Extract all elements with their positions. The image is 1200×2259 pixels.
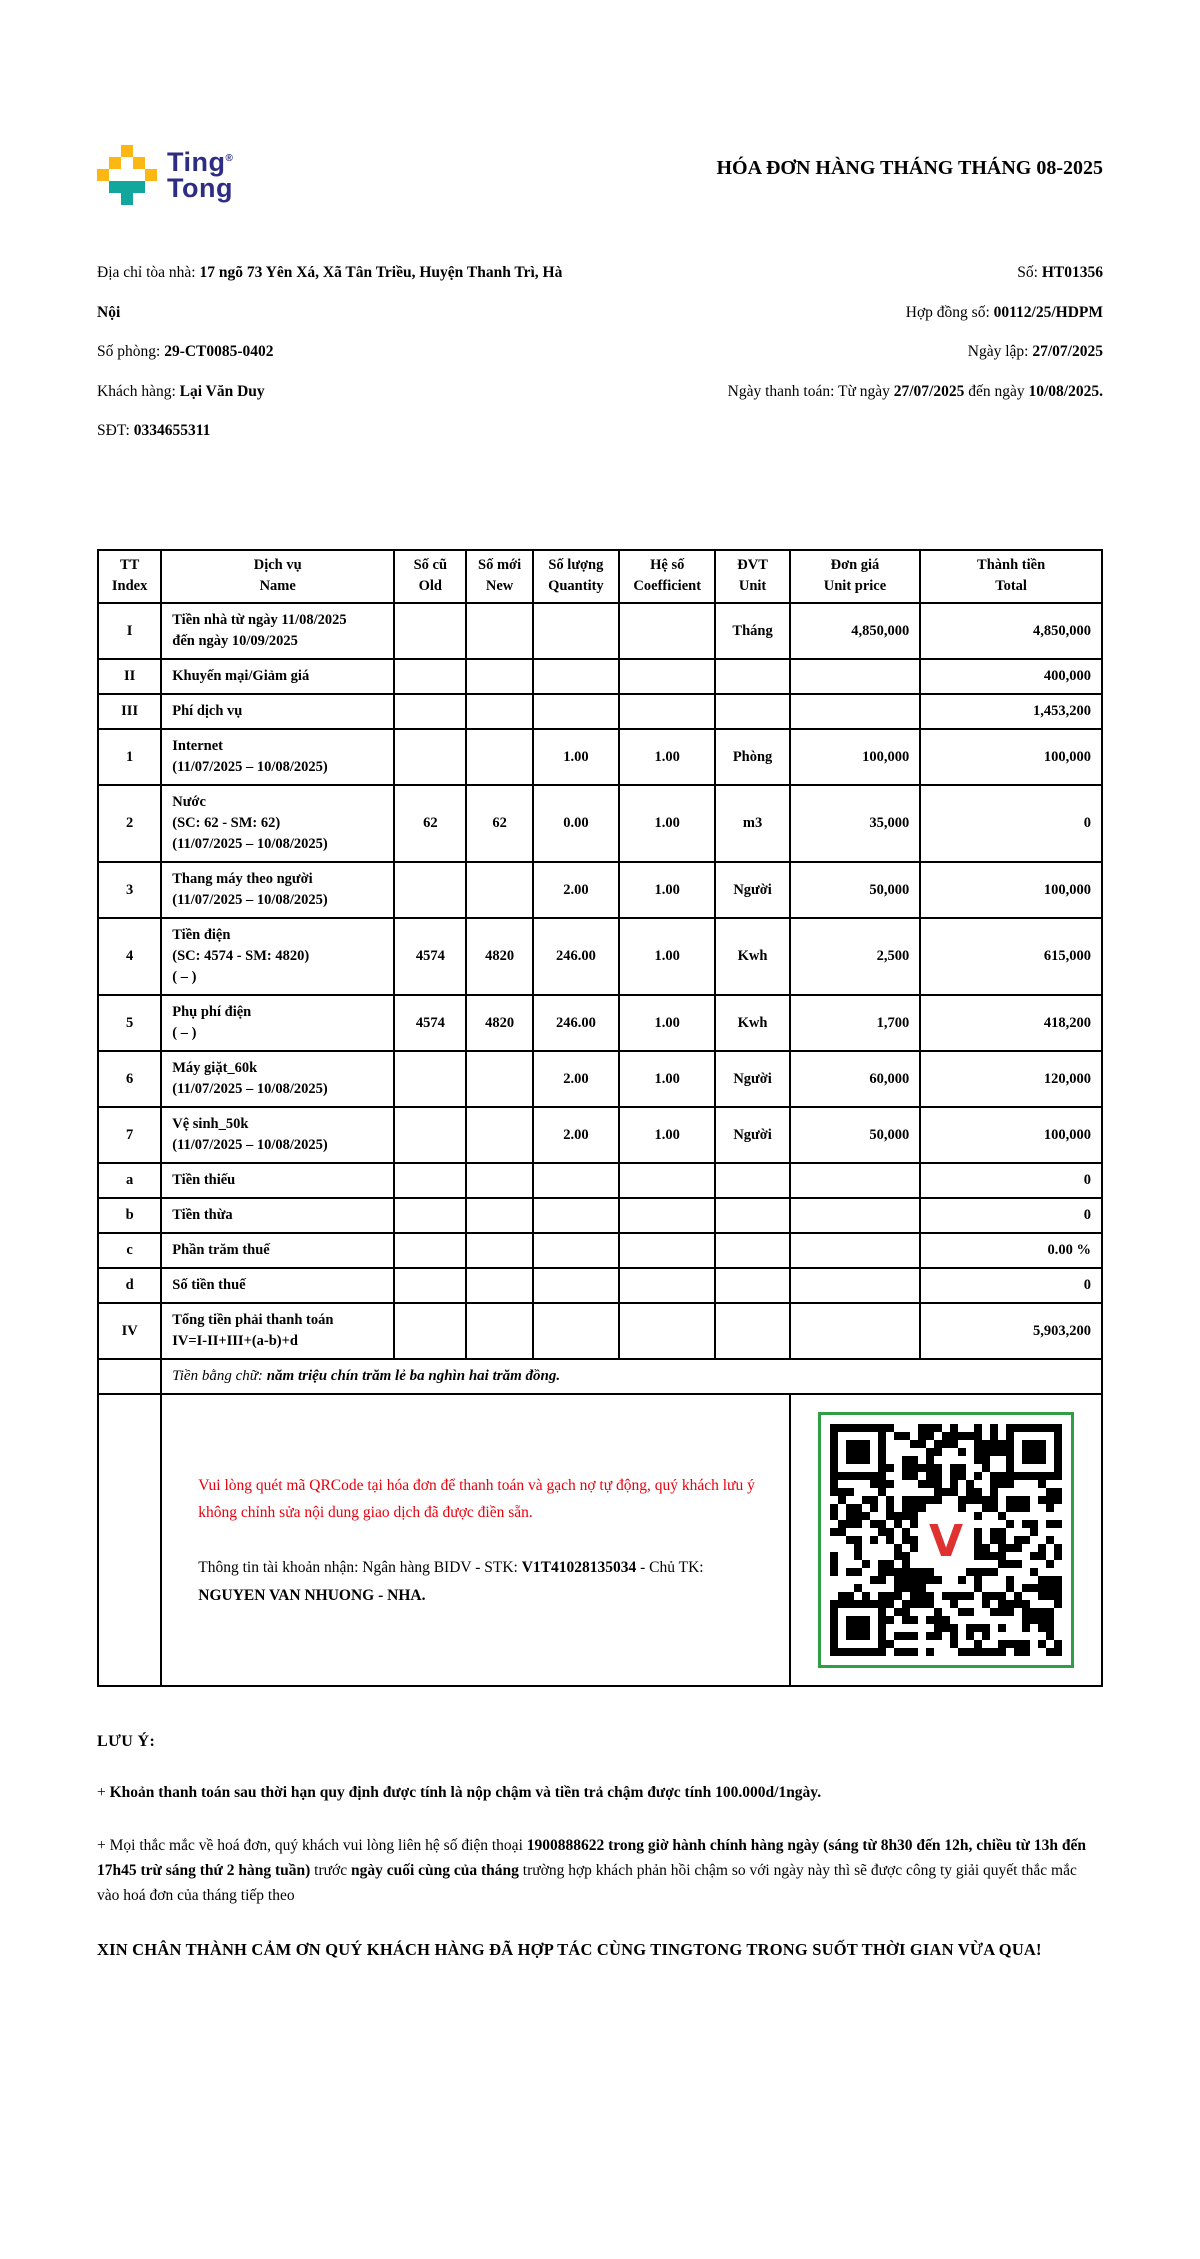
cell-unit-price <box>790 1268 921 1303</box>
cell-unit-price: 100,000 <box>790 729 921 785</box>
table-row-I <box>98 603 1102 659</box>
cell-new: 4820 <box>466 995 532 1051</box>
logo-pixel <box>121 181 133 193</box>
cell-service-name: Số tiền thuế <box>161 1268 394 1303</box>
cell-service-name: Thang máy theo người (11/07/2025 – 10/08/2025) <box>161 862 394 918</box>
cell-new <box>466 1303 532 1359</box>
logo-pixel <box>133 157 145 169</box>
cell-unit-price <box>790 1303 921 1359</box>
cell-unit <box>715 1163 789 1198</box>
cell-coefficient: 1.00 <box>619 785 715 862</box>
cell-quantity: 246.00 <box>533 995 619 1051</box>
info-section <box>97 253 1103 451</box>
cell-unit: Kwh <box>715 995 789 1051</box>
cell-new <box>466 603 532 659</box>
cell-old <box>394 1303 466 1359</box>
cell-unit-price: 1,700 <box>790 995 921 1051</box>
invoice-meta-line-4: Ngày thanh toán: Từ ngày 27/07/2025 đến ngày 10/08/2025. <box>727 382 1103 400</box>
cell-index: a <box>98 1163 161 1198</box>
cell-index: II <box>98 659 161 694</box>
cell-old <box>394 1107 466 1163</box>
cell-quantity: 1.00 <box>533 729 619 785</box>
cell-new <box>466 1107 532 1163</box>
cell-quantity <box>533 1233 619 1268</box>
cell-coefficient <box>619 1198 715 1233</box>
table-row-4 <box>98 918 1102 995</box>
cell-service-name: Phụ phí điện ( – ) <box>161 995 394 1051</box>
cell-unit <box>715 1198 789 1233</box>
column-header-quantity: Số lượng Quantity <box>533 550 619 604</box>
cell-coefficient: 1.00 <box>619 1051 715 1107</box>
cell-coefficient <box>619 1303 715 1359</box>
cell-unit <box>715 1233 789 1268</box>
logo-pixel <box>121 145 133 157</box>
cell-quantity: 2.00 <box>533 862 619 918</box>
header <box>97 145 1103 205</box>
cell-coefficient <box>619 603 715 659</box>
cell-index: 5 <box>98 995 161 1051</box>
registered-mark: ® <box>225 152 234 164</box>
customer-info-line-2: Số phòng: 29-CT0085-0402 <box>97 343 274 361</box>
table-row-c <box>98 1233 1102 1268</box>
cell-new <box>466 1268 532 1303</box>
cell-service-name: Vệ sinh_50k (11/07/2025 – 10/08/2025) <box>161 1107 394 1163</box>
cell-index: d <box>98 1268 161 1303</box>
cell-quantity: 2.00 <box>533 1051 619 1107</box>
table-row-6 <box>98 1051 1102 1107</box>
table-row-IV <box>98 1303 1102 1359</box>
table-header-row <box>98 550 1102 604</box>
logo-pixel <box>133 181 145 193</box>
cell-index: c <box>98 1233 161 1268</box>
cell-unit <box>715 694 789 729</box>
cell-service-name: Nước (SC: 62 - SM: 62) (11/07/2025 – 10/08/2025) <box>161 785 394 862</box>
tingtong-logo <box>97 145 233 205</box>
cell-coefficient: 1.00 <box>619 729 715 785</box>
cell-index: 1 <box>98 729 161 785</box>
cell-unit: Phòng <box>715 729 789 785</box>
cell-index: 2 <box>98 785 161 862</box>
cell-unit-price <box>790 659 921 694</box>
cell-total: 0 <box>920 1163 1102 1198</box>
customer-info <box>97 253 570 451</box>
amount-in-words: Tiền bằng chữ: năm triệu chín trăm lẻ ba nghìn hai trăm đồng. <box>161 1359 1102 1394</box>
cell-service-name: Phần trăm thuế <box>161 1233 394 1268</box>
table-row-5 <box>98 995 1102 1051</box>
cell-unit <box>715 1303 789 1359</box>
cell-quantity: 0.00 <box>533 785 619 862</box>
cell-old <box>394 1268 466 1303</box>
cell-quantity <box>533 1303 619 1359</box>
cell-unit: Người <box>715 1051 789 1107</box>
cell-total: 100,000 <box>920 862 1102 918</box>
qr-code-cell <box>790 1394 1102 1686</box>
qr-code <box>830 1424 1062 1656</box>
brand-line2: Tong <box>167 173 233 203</box>
cell-new <box>466 659 532 694</box>
cell-quantity <box>533 1198 619 1233</box>
cell-total: 5,903,200 <box>920 1303 1102 1359</box>
column-header-unit-price: Đơn giá Unit price <box>790 550 921 604</box>
cell-unit-price: 4,850,000 <box>790 603 921 659</box>
customer-info-line-3: Khách hàng: Lại Văn Duy <box>97 382 265 400</box>
cell-coefficient <box>619 1233 715 1268</box>
cell-new <box>466 1233 532 1268</box>
column-header-total: Thành tiền Total <box>920 550 1102 604</box>
table-row-III <box>98 694 1102 729</box>
cell-unit: Người <box>715 1107 789 1163</box>
cell-total: 615,000 <box>920 918 1102 995</box>
cell-old <box>394 603 466 659</box>
cell-unit-price <box>790 1163 921 1198</box>
table-row-1 <box>98 729 1102 785</box>
cell-total: 400,000 <box>920 659 1102 694</box>
cell-old <box>394 729 466 785</box>
invoice-meta-line-3: Ngày lập: 27/07/2025 <box>967 343 1103 361</box>
cell-new: 62 <box>466 785 532 862</box>
customer-info-line-4: SĐT: 0334655311 <box>97 422 211 440</box>
svg-text:V: V <box>928 1516 963 1568</box>
cell-index: 3 <box>98 862 161 918</box>
table-row-3 <box>98 862 1102 918</box>
cell-old: 62 <box>394 785 466 862</box>
cell-service-name: Tiền thừa <box>161 1198 394 1233</box>
notes-section <box>97 1733 1103 1962</box>
logo-pixel <box>97 169 109 181</box>
cell-service-name: Internet (11/07/2025 – 10/08/2025) <box>161 729 394 785</box>
column-header-coefficient: Hệ số Coefficient <box>619 550 715 604</box>
cell-quantity <box>533 694 619 729</box>
logo-pixel <box>109 181 121 193</box>
table-row-b <box>98 1198 1102 1233</box>
cell-total: 100,000 <box>920 729 1102 785</box>
cell-index: III <box>98 694 161 729</box>
table-row-II <box>98 659 1102 694</box>
cell-index: b <box>98 1198 161 1233</box>
amount-in-words-row <box>98 1359 1102 1394</box>
cell-unit-price: 50,000 <box>790 862 921 918</box>
cell-old <box>394 862 466 918</box>
column-header-new: Số mới New <box>466 550 532 604</box>
cell-service-name: Phí dịch vụ <box>161 694 394 729</box>
cell-coefficient <box>619 1268 715 1303</box>
cell-new <box>466 1163 532 1198</box>
table-row-d <box>98 1268 1102 1303</box>
cell-unit-price: 2,500 <box>790 918 921 995</box>
qr-code-box <box>818 1412 1074 1668</box>
cell-old: 4574 <box>394 995 466 1051</box>
logo-pixel <box>145 169 157 181</box>
cell-service-name: Khuyến mại/Giảm giá <box>161 659 394 694</box>
cell-total: 0 <box>920 1198 1102 1233</box>
column-header-name: Dịch vụ Name <box>161 550 394 604</box>
cell-old <box>394 1233 466 1268</box>
customer-info-line-1: Địa chỉ tòa nhà: 17 ngõ 73 Yên Xá, Xã Tân Triều, Huyện Thanh Trì, Hà Nội <box>97 264 563 321</box>
cell-unit-price: 35,000 <box>790 785 921 862</box>
cell-index: IV <box>98 1303 161 1359</box>
column-header-index: TT Index <box>98 550 161 604</box>
cell-old <box>394 659 466 694</box>
cell-old: 4574 <box>394 918 466 995</box>
notes-heading: LƯU Ý: <box>97 1733 156 1751</box>
cell-total: 0.00 % <box>920 1233 1102 1268</box>
bank-account-text: Thông tin tài khoản nhận: Ngân hàng BIDV - STK: V1T41028135034 - Chủ TK: NGUYEN VAN NHUONG - NHA. <box>198 1559 704 1604</box>
cell-unit: Kwh <box>715 918 789 995</box>
cell-coefficient: 1.00 <box>619 1107 715 1163</box>
cell-quantity: 2.00 <box>533 1107 619 1163</box>
cell-unit-price <box>790 694 921 729</box>
payment-instructions <box>161 1394 789 1686</box>
cell-unit-price: 60,000 <box>790 1051 921 1107</box>
cell-coefficient <box>619 694 715 729</box>
logo-pixel <box>121 193 133 205</box>
cell-unit: m3 <box>715 785 789 862</box>
brand-line1: Ting <box>167 146 226 177</box>
cell-quantity <box>533 1268 619 1303</box>
cell-service-name: Tiền điện (SC: 4574 - SM: 4820) ( – ) <box>161 918 394 995</box>
cell-quantity <box>533 603 619 659</box>
cell-quantity: 246.00 <box>533 918 619 995</box>
tingtong-logo-text <box>167 146 234 203</box>
invoice-table <box>97 549 1103 1688</box>
cell-service-name: Tổng tiền phải thanh toán IV=I-II+III+(a-b)+d <box>161 1303 394 1359</box>
cell-total: 418,200 <box>920 995 1102 1051</box>
cell-coefficient <box>619 1163 715 1198</box>
column-header-unit: ĐVT Unit <box>715 550 789 604</box>
note-hotline: + Mọi thắc mắc về hoá đơn, quý khách vui lòng liên hệ số điện thoại 1900888622 trong giờ hành chính hàng ngày (sáng từ 8h30 đến 12h, chiều từ 13h đến 17h45 trừ sáng thứ 2 hàng tuần) trước ngày cuối cùng của tháng trường hợp khách phản hồi chậm so với ngày này thì sẽ được công ty giải quyết thắc mắc vào hoá đơn của tháng tiếp theo <box>97 1837 1086 1904</box>
cell-service-name: Tiền thiếu <box>161 1163 394 1198</box>
cell-service-name: Tiền nhà từ ngày 11/08/2025 đến ngày 10/09/2025 <box>161 603 394 659</box>
cell-total: 0 <box>920 785 1102 862</box>
cell-new <box>466 1198 532 1233</box>
qr-row <box>98 1394 1102 1686</box>
cell-unit <box>715 1268 789 1303</box>
cell-index: 6 <box>98 1051 161 1107</box>
table-row-7 <box>98 1107 1102 1163</box>
invoice-meta-line-1: Số: HT01356 <box>1017 264 1103 281</box>
cell-total: 1,453,200 <box>920 694 1102 729</box>
cell-unit: Tháng <box>715 603 789 659</box>
cell-old <box>394 694 466 729</box>
cell-unit-price <box>790 1198 921 1233</box>
cell-old <box>394 1163 466 1198</box>
invoice-meta-line-2: Hợp đồng số: 00112/25/HDPM <box>905 303 1103 321</box>
cell-new <box>466 862 532 918</box>
column-header-old: Số cũ Old <box>394 550 466 604</box>
cell-unit-price <box>790 1233 921 1268</box>
cell-total: 100,000 <box>920 1107 1102 1163</box>
cell-quantity <box>533 659 619 694</box>
empty-index-cell <box>98 1359 161 1394</box>
cell-index: 4 <box>98 918 161 995</box>
cell-unit: Người <box>715 862 789 918</box>
invoice-meta <box>650 253 1103 451</box>
cell-new: 4820 <box>466 918 532 995</box>
cell-total: 0 <box>920 1268 1102 1303</box>
cell-total: 120,000 <box>920 1051 1102 1107</box>
cell-new <box>466 1051 532 1107</box>
thank-you-line: XIN CHÂN THÀNH CẢM ƠN QUÝ KHÁCH HÀNG ĐÃ HỢP TÁC CÙNG TINGTONG TRONG SUỐT THỜI GIAN VỪA QUA! <box>97 1939 1042 1959</box>
logo-pixel <box>109 157 121 169</box>
table-row-a <box>98 1163 1102 1198</box>
cell-coefficient <box>619 659 715 694</box>
qr-warning-text: Vui lòng quét mã QRCode tại hóa đơn để thanh toán và gạch nợ tự động, quý khách lưu ý không chỉnh sửa nội dung giao dịch đã được điền sẵn. <box>198 1477 755 1522</box>
cell-new <box>466 729 532 785</box>
cell-new <box>466 694 532 729</box>
cell-old <box>394 1198 466 1233</box>
cell-quantity <box>533 1163 619 1198</box>
cell-index: I <box>98 603 161 659</box>
empty-index-cell <box>98 1394 161 1686</box>
cell-service-name: Máy giặt_60k (11/07/2025 – 10/08/2025) <box>161 1051 394 1107</box>
table-row-2 <box>98 785 1102 862</box>
tingtong-logo-icon <box>97 145 157 205</box>
cell-coefficient: 1.00 <box>619 918 715 995</box>
invoice-title: HÓA ĐƠN HÀNG THÁNG THÁNG 08-2025 <box>716 157 1103 179</box>
cell-total: 4,850,000 <box>920 603 1102 659</box>
cell-coefficient: 1.00 <box>619 862 715 918</box>
note-late-payment: + Khoản thanh toán sau thời hạn quy định được tính là nộp chậm và tiền trả chậm được tính 100.000d/1ngày. <box>97 1784 822 1802</box>
cell-unit <box>715 659 789 694</box>
cell-index: 7 <box>98 1107 161 1163</box>
cell-old <box>394 1051 466 1107</box>
cell-coefficient: 1.00 <box>619 995 715 1051</box>
cell-unit-price: 50,000 <box>790 1107 921 1163</box>
